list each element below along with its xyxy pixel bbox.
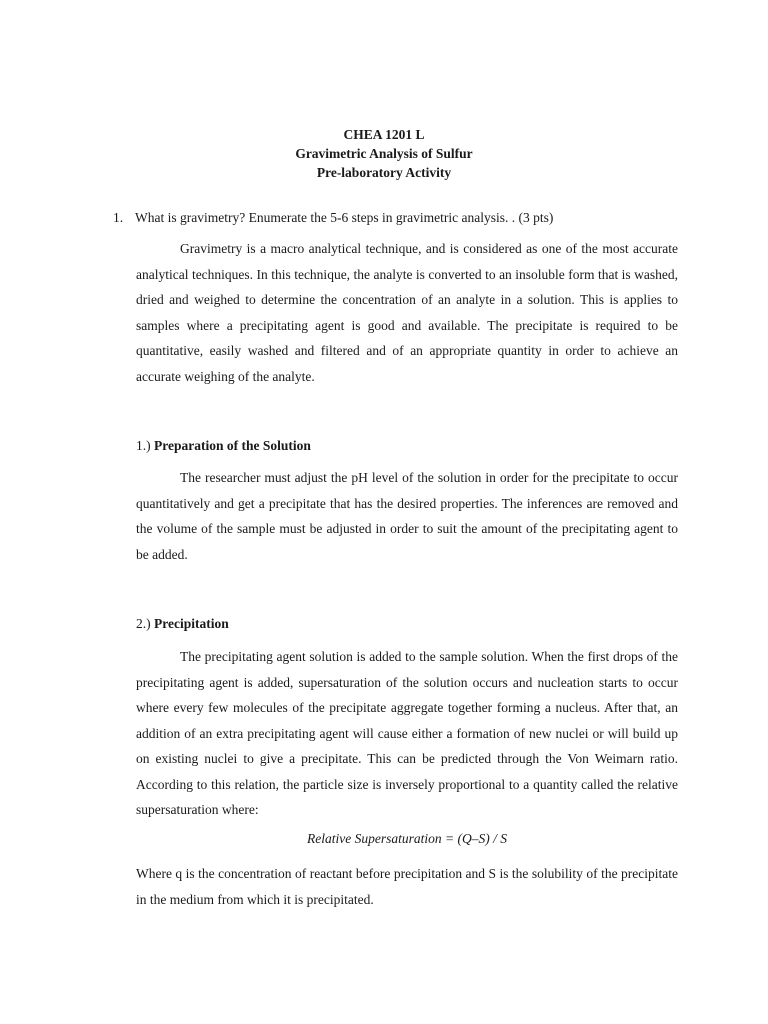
section-heading-precipitation bbox=[136, 614, 229, 633]
document-header bbox=[0, 125, 768, 182]
document-title: Gravimetric Analysis of Sulfur bbox=[295, 146, 473, 161]
relative-supersaturation-formula: Relative Supersaturation = (Q–S) / S bbox=[307, 831, 507, 846]
formula-explanation: Where q is the concentration of reactant before precipitation and S is the solubility of the precipitate in the medium from which it is precipitated. bbox=[136, 866, 678, 907]
question-1 bbox=[113, 208, 673, 227]
section-body-precipitation: The precipitating agent solution is added to the sample solution. When the first drops of the precipitating agent is added, supersaturation of the solution occurs and nucleation starts to occur where every few molecules of the precipitate aggregate together forming a nucleus. After that, an addition of an extra precipitating agent will cause either a formation of new nuclei or will build up on existing nuclei to give a precipitate. This can be predicted through the Von Weimarn ratio. According to this relation, the particle size is inversely proportional to a quantity called the relative supersaturation where: bbox=[136, 649, 678, 817]
question-text: What is gravimetry? Enumerate the 5-6 steps in gravimetric analysis. . (3 pts) bbox=[135, 210, 554, 225]
section-body-preparation: The researcher must adjust the pH level of the solution in order for the precipitate to occur quantitatively and get a precipitate that has the desired properties. The inferences are removed and the volume of the sample must be adjusted in order to suit the amount of the precipitating agent to be added. bbox=[136, 470, 678, 562]
section-number: 1.) bbox=[136, 438, 151, 453]
course-code: CHEA 1201 L bbox=[343, 127, 425, 142]
section-title: Precipitation bbox=[154, 616, 229, 631]
section-heading-preparation bbox=[136, 436, 311, 455]
intro-paragraph: Gravimetry is a macro analytical technique, and is considered as one of the most accurate analytical techniques. In this technique, the analyte is converted to an insoluble form that is washed, dried and weighed to determine the concentration of an analyte in a solution. This is applies to samples where a precipitating agent is good and available. The precipitate is required to be quantitative, easily washed and filtered and of an appropriate quantity in order to achieve an accurate weighing of the analyte. bbox=[136, 241, 678, 384]
section-number: 2.) bbox=[136, 616, 151, 631]
document-subtitle: Pre-laboratory Activity bbox=[316, 165, 452, 180]
section-title: Preparation of the Solution bbox=[154, 438, 311, 453]
question-number: 1. bbox=[113, 210, 124, 225]
